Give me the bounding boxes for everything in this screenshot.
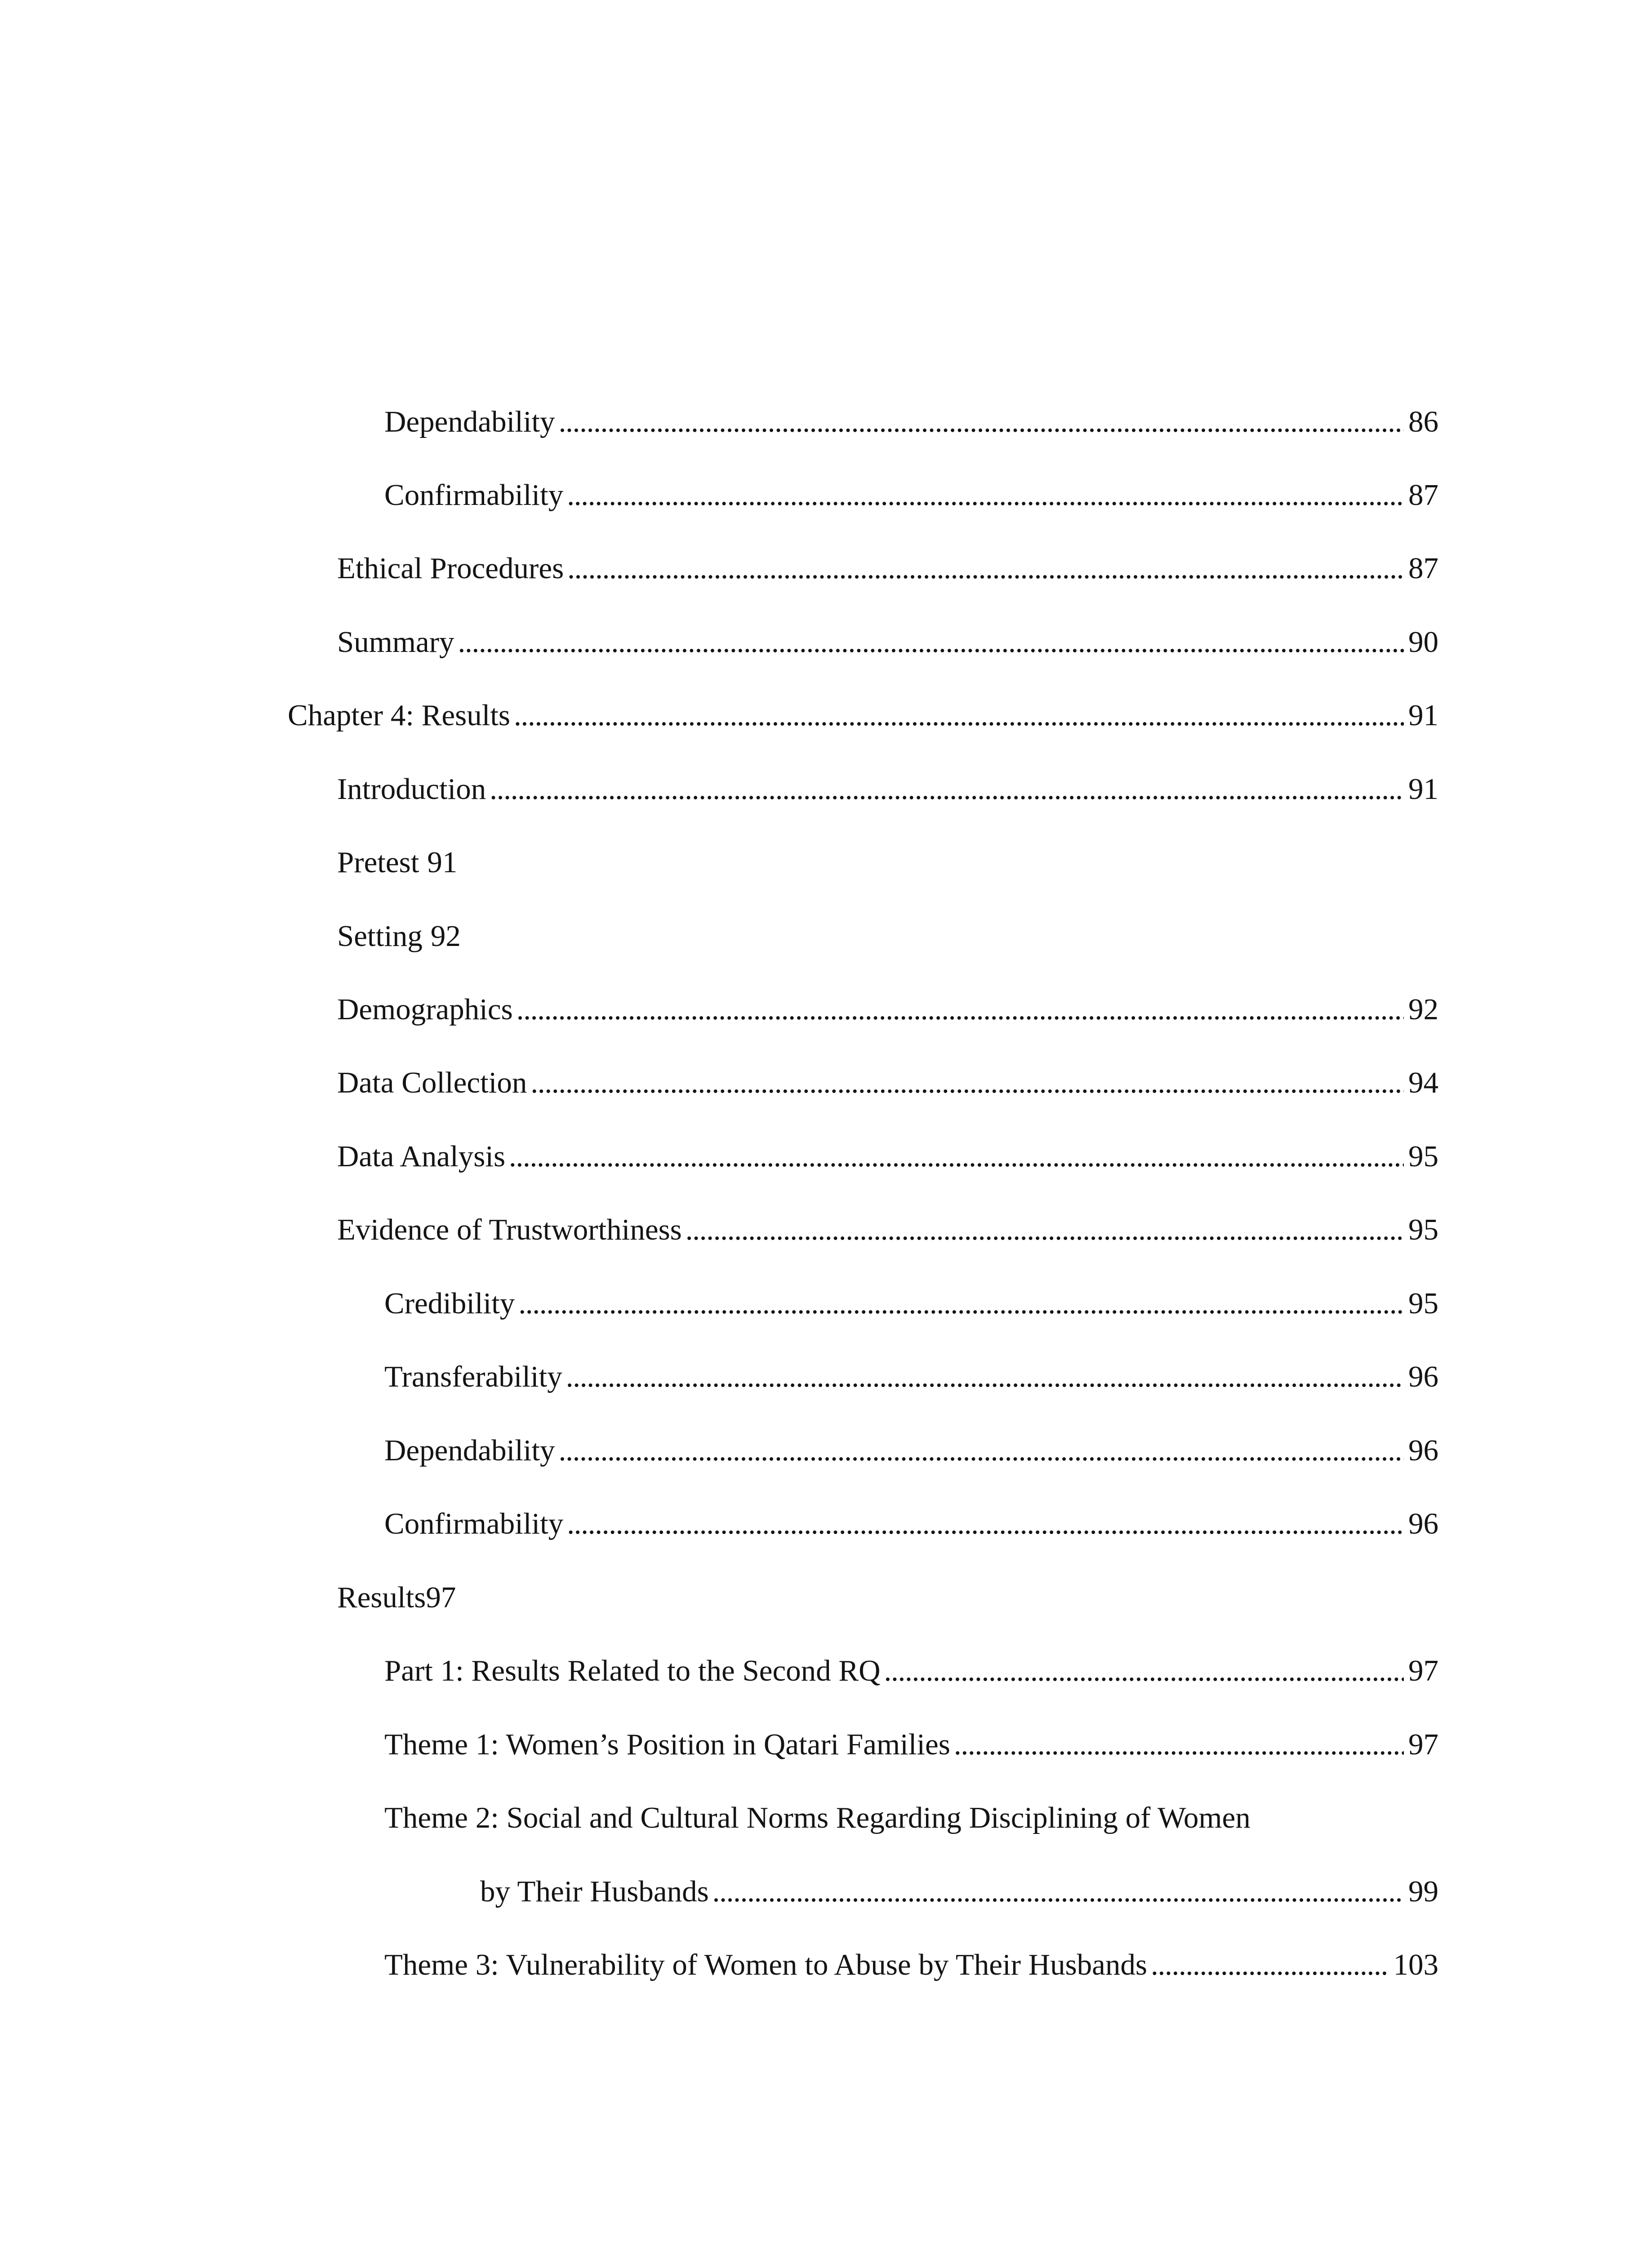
toc-entry-title: by Their Husbands xyxy=(480,1875,709,1908)
dot-leader xyxy=(954,1730,1404,1760)
toc-entry-title: Dependability xyxy=(384,405,555,438)
toc-entry-theme-3[interactable] xyxy=(384,1950,1438,1990)
toc-entry-data-analysis[interactable] xyxy=(337,1142,1438,1182)
toc-entry-title: Ethical Procedures xyxy=(337,552,564,585)
toc-entry-page: 92 xyxy=(1408,993,1438,1026)
toc-entry-demographics[interactable] xyxy=(337,995,1438,1035)
toc-entry-page: 90 xyxy=(1408,625,1438,659)
toc-entry-title: Chapter 4: Results xyxy=(288,699,511,732)
toc-entry-page: 87 xyxy=(1408,478,1438,512)
toc-entry-evidence-of-trustworthiness[interactable] xyxy=(337,1215,1438,1255)
dot-leader xyxy=(517,995,1404,1025)
dot-leader xyxy=(530,1068,1404,1098)
toc-entry-title: Evidence of Trustworthiness xyxy=(337,1213,682,1246)
toc-entry-page: 96 xyxy=(1408,1507,1438,1540)
toc-entry-page: 103 xyxy=(1393,1948,1438,1981)
toc-entry-setting[interactable] xyxy=(337,921,461,962)
dot-leader xyxy=(509,1142,1404,1172)
toc-entry-title: Results xyxy=(337,1581,426,1614)
dot-leader xyxy=(490,774,1404,804)
dot-leader xyxy=(1151,1950,1389,1980)
toc-entry-dependability-2[interactable] xyxy=(384,1436,1438,1476)
toc-entry-page: 96 xyxy=(1408,1360,1438,1393)
toc-entry-title: Demographics xyxy=(337,993,513,1026)
toc-entry-page: 97 xyxy=(1408,1728,1438,1761)
toc-entry-page: 94 xyxy=(1408,1066,1438,1099)
toc-entry-title: Theme 2: Social and Cultural Norms Regarding Disciplining of Women xyxy=(384,1801,1251,1834)
toc-entry-theme-1[interactable] xyxy=(384,1730,1438,1770)
toc-entry-theme-2-continued[interactable] xyxy=(480,1877,1438,1917)
toc-entry-title: Confirmability xyxy=(384,478,564,512)
toc-entry-dependability[interactable] xyxy=(384,407,1438,447)
toc-entry-page: 97 xyxy=(426,1581,456,1614)
toc-entry-page: 95 xyxy=(1408,1213,1438,1246)
dot-leader xyxy=(712,1877,1404,1907)
toc-entry-theme-2[interactable] xyxy=(384,1803,1251,1843)
dot-leader xyxy=(686,1215,1404,1245)
toc-entry-ethical-procedures[interactable] xyxy=(337,553,1438,594)
toc-entry-pretest[interactable] xyxy=(337,847,457,888)
toc-entry-page: 95 xyxy=(1408,1287,1438,1320)
dot-leader xyxy=(567,480,1404,510)
toc-entry-transferability[interactable] xyxy=(384,1362,1438,1402)
toc-entry-page: 87 xyxy=(1408,552,1438,585)
toc-entry-page: 91 xyxy=(1408,699,1438,732)
dot-leader xyxy=(458,627,1404,657)
toc-entry-page: 92 xyxy=(430,919,461,953)
toc-entry-title: Credibility xyxy=(384,1287,515,1320)
dot-leader xyxy=(567,1509,1404,1539)
toc-entry-summary[interactable] xyxy=(337,627,1438,668)
toc-entry-page: 91 xyxy=(1408,772,1438,806)
toc-entry-page: 86 xyxy=(1408,405,1438,438)
dot-leader xyxy=(884,1656,1404,1686)
toc-entry-introduction[interactable] xyxy=(337,774,1438,815)
toc-entry-title: Setting xyxy=(337,919,423,953)
dot-leader xyxy=(514,700,1404,731)
dot-leader xyxy=(567,553,1404,584)
dot-leader xyxy=(559,407,1404,437)
dot-leader xyxy=(559,1436,1404,1466)
dot-leader xyxy=(518,1289,1404,1319)
toc-entry-title: Summary xyxy=(337,625,454,659)
toc-entry-page: 99 xyxy=(1408,1875,1438,1908)
toc-entry-title: Part 1: Results Related to the Second RQ xyxy=(384,1654,881,1687)
toc-entry-title: Pretest xyxy=(337,846,419,879)
toc-entry-data-collection[interactable] xyxy=(337,1068,1438,1108)
toc-entry-title: Introduction xyxy=(337,772,486,806)
toc-entry-title: Confirmability xyxy=(384,1507,564,1540)
toc-entry-confirmability[interactable] xyxy=(384,480,1438,521)
dot-leader xyxy=(566,1362,1404,1392)
toc-entry-page: 96 xyxy=(1408,1434,1438,1467)
toc-entry-part-1-results[interactable] xyxy=(384,1656,1438,1696)
toc-entry-title: Data Collection xyxy=(337,1066,527,1099)
toc-entry-title: Data Analysis xyxy=(337,1140,506,1173)
toc-entry-title: Theme 1: Women’s Position in Qatari Families xyxy=(384,1728,950,1761)
toc-entry-results[interactable] xyxy=(337,1583,456,1623)
toc-entry-page: 97 xyxy=(1408,1654,1438,1687)
toc-entry-page: 91 xyxy=(427,846,458,879)
toc-entry-title: Dependability xyxy=(384,1434,555,1467)
toc-entry-title: Transferability xyxy=(384,1360,562,1393)
toc-entry-page: 95 xyxy=(1408,1140,1438,1173)
toc-entry-confirmability-2[interactable] xyxy=(384,1509,1438,1549)
toc-entry-chapter-4-results[interactable] xyxy=(288,700,1438,741)
toc-entry-title: Theme 3: Vulnerability of Women to Abuse by Their Husbands xyxy=(384,1948,1147,1981)
toc-entry-credibility[interactable] xyxy=(384,1289,1438,1329)
